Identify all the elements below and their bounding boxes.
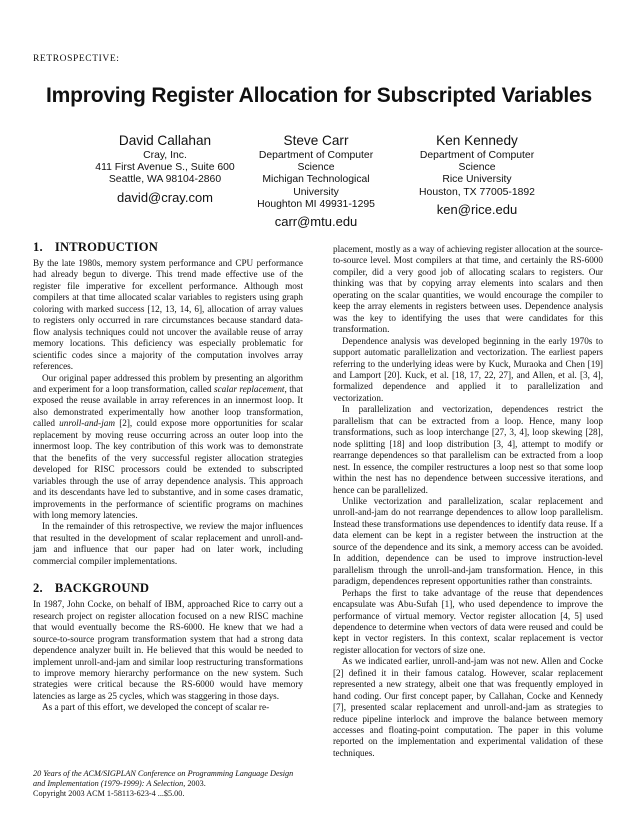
- affiliation-line: University: [293, 186, 339, 198]
- paragraph: In parallelization and vectorization, dependences restrict the parallelism that can be extracted from a loop. Hence, many loop transformations, such as loop interchange [27, 3, 4], loop skewing [28], node splitting [18] and loop distribution [3, 4], attempt to modify or rearrange dependences so that parallelism can be extracted from a loop nest. In essence, the compiler restructures a loop nest so that some loop within the nest has no dependence between successive iterations, and hence can be parallelized.: [333, 404, 603, 495]
- affiliation-line: Cray, Inc.: [143, 150, 187, 161]
- affiliation-line: Rice University: [442, 174, 512, 186]
- affiliation-line: Seattle, WA 98104-2860: [108, 174, 222, 186]
- venue-year: 2003.: [185, 778, 206, 788]
- section-title: INTRODUCTION: [54, 240, 159, 254]
- italic-term: scalar replacement: [214, 383, 285, 394]
- copyright-line: Copyright 2003 ACM 1-58113-623-4 ...$5.00.: [33, 788, 185, 798]
- author-name: Steve Carr: [283, 133, 349, 148]
- paragraph: [33, 373, 303, 522]
- author-name: Ken Kennedy: [436, 133, 518, 148]
- running-head: RETROSPECTIVE:: [33, 54, 120, 64]
- text-run: [2], could expose more opportunities for scalar replacement by moving reuse occurring across an outer loop into the innermost loop. The key contribution of this work was to demonstrate that the benefits of the very successful register allocation strategies developed for RISC processors could be extended to subscripted variables through the use of array dependence analysis. This approach and its descendants have led to substantive, and in some cases dramatic, improvements in the performance of scientific programs on machines with long memory latencies.: [33, 418, 304, 520]
- section-spacer: [33, 567, 303, 581]
- left-column: [33, 240, 303, 714]
- footnote-venue: [33, 769, 303, 789]
- affiliation-line: Department of Computer: [419, 150, 535, 161]
- author-name: David Callahan: [118, 133, 212, 148]
- venue-title: 20 Years of the ACM/SIGPLAN Conference on Programming Language Design and Implementation (1979-1999): A Selection,: [33, 769, 294, 788]
- paragraph: Dependence analysis was developed beginning in the early 1970s to support automatic parallelization and vectorization. The earliest papers referring to the underlying ideas were by Kuck, Muraoka and Chen [19] and Lamport [20]. Kuck, et al. [18, 17, 22, 27], and Allen, et al. [3, 4], formalized dependence and applied it to parallelization and vectorization.: [333, 335, 603, 403]
- paper-title: Improving Register Allocation for Subscripted Variables: [45, 84, 592, 107]
- author-carr: [236, 133, 396, 230]
- text-run: , that exposed the reuse available in array references in an innermost loop. It also demonstrated experimentally how another loop transformation, called: [33, 383, 303, 429]
- italic-term: unroll-and-jam: [59, 418, 115, 429]
- author-email: david@cray.com: [116, 189, 214, 205]
- author-email: ken@rice.edu: [436, 201, 518, 217]
- paragraph: placement, mostly as a way of achieving register allocation at the source-to-source level. Most compilers at that time, and certainly the RS-6000 compiler, did a very good job of allocating scalars to registers. Our thinking was that by copying array elements into scalars and then operating on the scalar quantities, we would encourage the compiler to keep the array elements in registers between uses. Dependence analysis was the key to identifying the uses that were candidates for this transformation.: [333, 244, 603, 335]
- paragraph: Perhaps the first to take advantage of the reuse that dependences encapsulate was Abu-Sufah [1], who used dependence to improve the performance of virtual memory. Vector register allocation [4, 5] used dependence to determine when vectors of data were reused and could be kept in vector registers. In this context, scalar replacement is vector register allocation for vectors of size one.: [333, 587, 603, 655]
- section-title: BACKGROUND: [54, 581, 150, 596]
- affiliation-line: Michigan Technological: [262, 174, 370, 186]
- section-number: 2.: [33, 581, 43, 596]
- author-email: carr@mtu.edu: [274, 214, 358, 230]
- affiliation-line: Department of Computer: [258, 150, 374, 161]
- paragraph: Unlike vectorization and parallelization, scalar replacement and unroll-and-jam do not rearrange dependences to allow loop parallelism. Instead these transformations use dependences to identify data reuse. If a data element can be kept in a register between the instruction at the source of the dependence and its sink, a memory access can be avoided. In addition, dependence can be used to improve instruction-level parallelism through the unroll-and-jam transformation. Hence, in this paradigm, dependences represent opportunities rather than constraints.: [333, 495, 603, 587]
- paragraph: In 1987, John Cocke, on behalf of IBM, approached Rice to carry out a research project on register allocation focused on a new RISC machine that would eventually become the RS-6000. He knew that we had a source-to-source program transformation system that had a strong data dependence analyzer built in. He believed that this would be needed to implement unroll-and-jam and similar loop restructuring transformations to improve memory hierarchy performance on the new system. Such strategies were critical because the RS-6000 would have memory latencies as large as 25 cycles, which was staggering in those days.: [33, 599, 303, 701]
- affiliation-line: Science: [458, 162, 496, 174]
- right-column: [333, 244, 603, 759]
- author-block: [0, 133, 638, 230]
- affiliation-line: Houston, TX 77005-1892: [419, 186, 535, 198]
- text-run: Our original paper addressed this problem by presenting an algorithm and experiment for a loop transformation, called: [33, 372, 303, 394]
- affiliation-line: Science: [297, 162, 335, 174]
- paragraph: As a part of this effort, we developed the concept of scalar re-: [42, 702, 270, 713]
- author-kennedy: [398, 133, 556, 218]
- section-heading-introduction: [33, 240, 303, 254]
- author-callahan: [80, 133, 250, 206]
- paragraph: As we indicated earlier, unroll-and-jam was not new. Allen and Cocke [2] defined it in their famous catalog. However, scalar replacement represented a new strategy, albeit one that was frequently employed in hand coding. Our first concept paper, by Callahan, Cocke and Kennedy [7], presented scalar replacement and unroll-and-jam as strategies to reduce pipeline interlock and improve the balance between memory accesses and floating-point computation. The paper in this volume reported on the implementation and experimental validation of these techniques.: [333, 656, 603, 758]
- affiliation-line: 411 First Avenue S., Suite 600: [95, 162, 235, 174]
- paragraph: In the remainder of this retrospective, we review the major influences that resulted in the development of scalar replacement and unroll-and-jam and influence that our paper had on later work, including commercial compiler implementations.: [33, 521, 303, 566]
- copyright-footnote: [33, 769, 303, 798]
- section-number: 1.: [33, 240, 43, 254]
- paragraph: By the late 1980s, memory system performance and CPU performance had already begun to diverge. This trend made effective use of the register file imperative for excellent performance. Although most compilers at that time allocated scalar variables to registers using graph coloring with marked success [12, 13, 14, 6], allocation of array values to registers only occurred in rare circumstances because standard data-flow analysis techniques could not uncover the available reuse of array memory locations. This deficiency was especially problematic for scientific codes since a majority of the computation involves array references.: [33, 258, 303, 372]
- section-heading-background: [33, 581, 303, 595]
- affiliation-line: Houghton MI 49931-1295: [257, 198, 375, 210]
